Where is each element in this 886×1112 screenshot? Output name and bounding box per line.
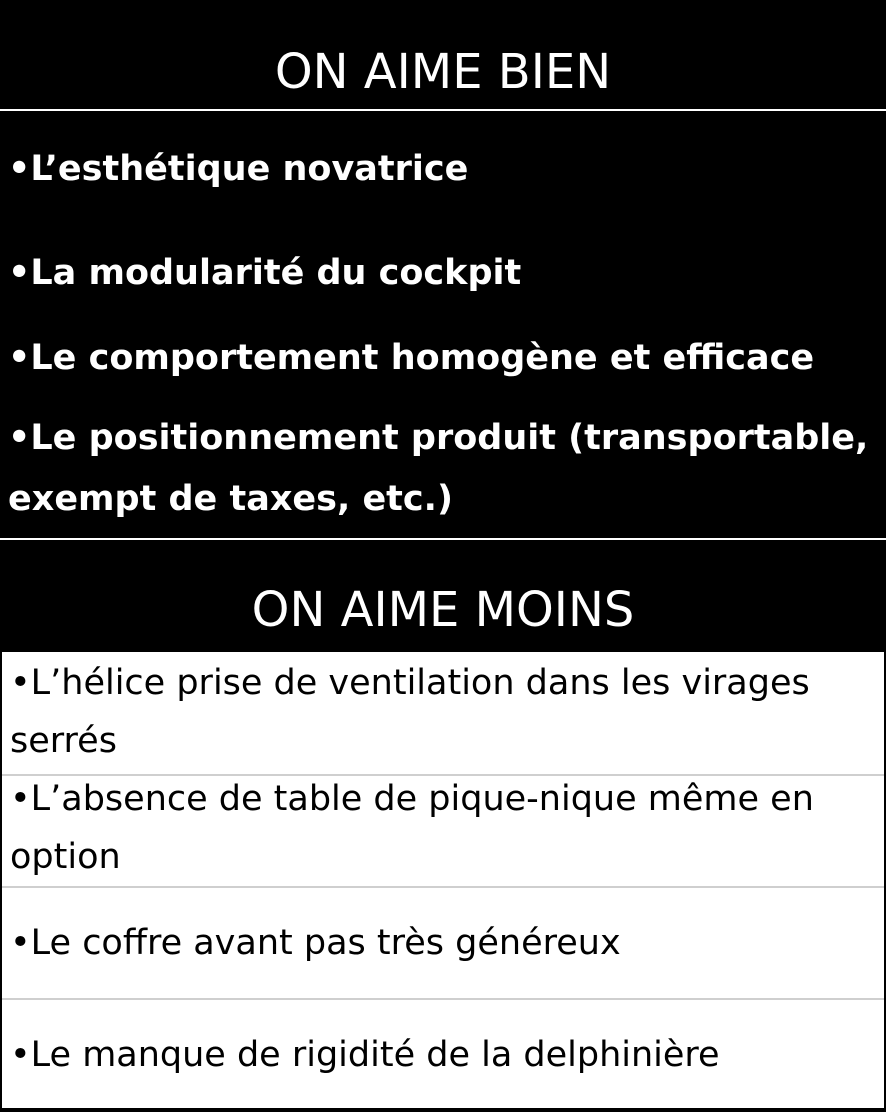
pros-item: •Le comportement homogène et efficace: [8, 338, 815, 378]
section-divider: [0, 538, 886, 540]
pros-title: ON AIME BIEN: [274, 44, 612, 100]
cons-item: •Le manque de rigidité de la delphinière: [10, 1035, 720, 1075]
cons-item: •L’hélice prise de ventilation dans les virages serrés: [10, 663, 810, 761]
cons-list: [2, 652, 884, 1110]
cons-row: [2, 888, 884, 1000]
cons-row: [2, 776, 884, 888]
pros-item: •La modularité du cockpit: [8, 253, 522, 293]
cons-list-border-left: [0, 652, 2, 1112]
cons-row: [2, 1000, 884, 1110]
cons-item: •Le coffre avant pas très généreux: [10, 923, 621, 963]
cons-row: [2, 652, 884, 776]
cons-item: •L’absence de table de pique-nique même en option: [10, 779, 814, 877]
pros-title-divider: [0, 109, 886, 111]
pros-item: •L’esthétique novatrice: [8, 149, 469, 189]
pros-item: •Le positionnement produit (transportable, exempt de taxes, etc.): [8, 418, 869, 519]
cons-title: ON AIME MOINS: [251, 582, 635, 638]
